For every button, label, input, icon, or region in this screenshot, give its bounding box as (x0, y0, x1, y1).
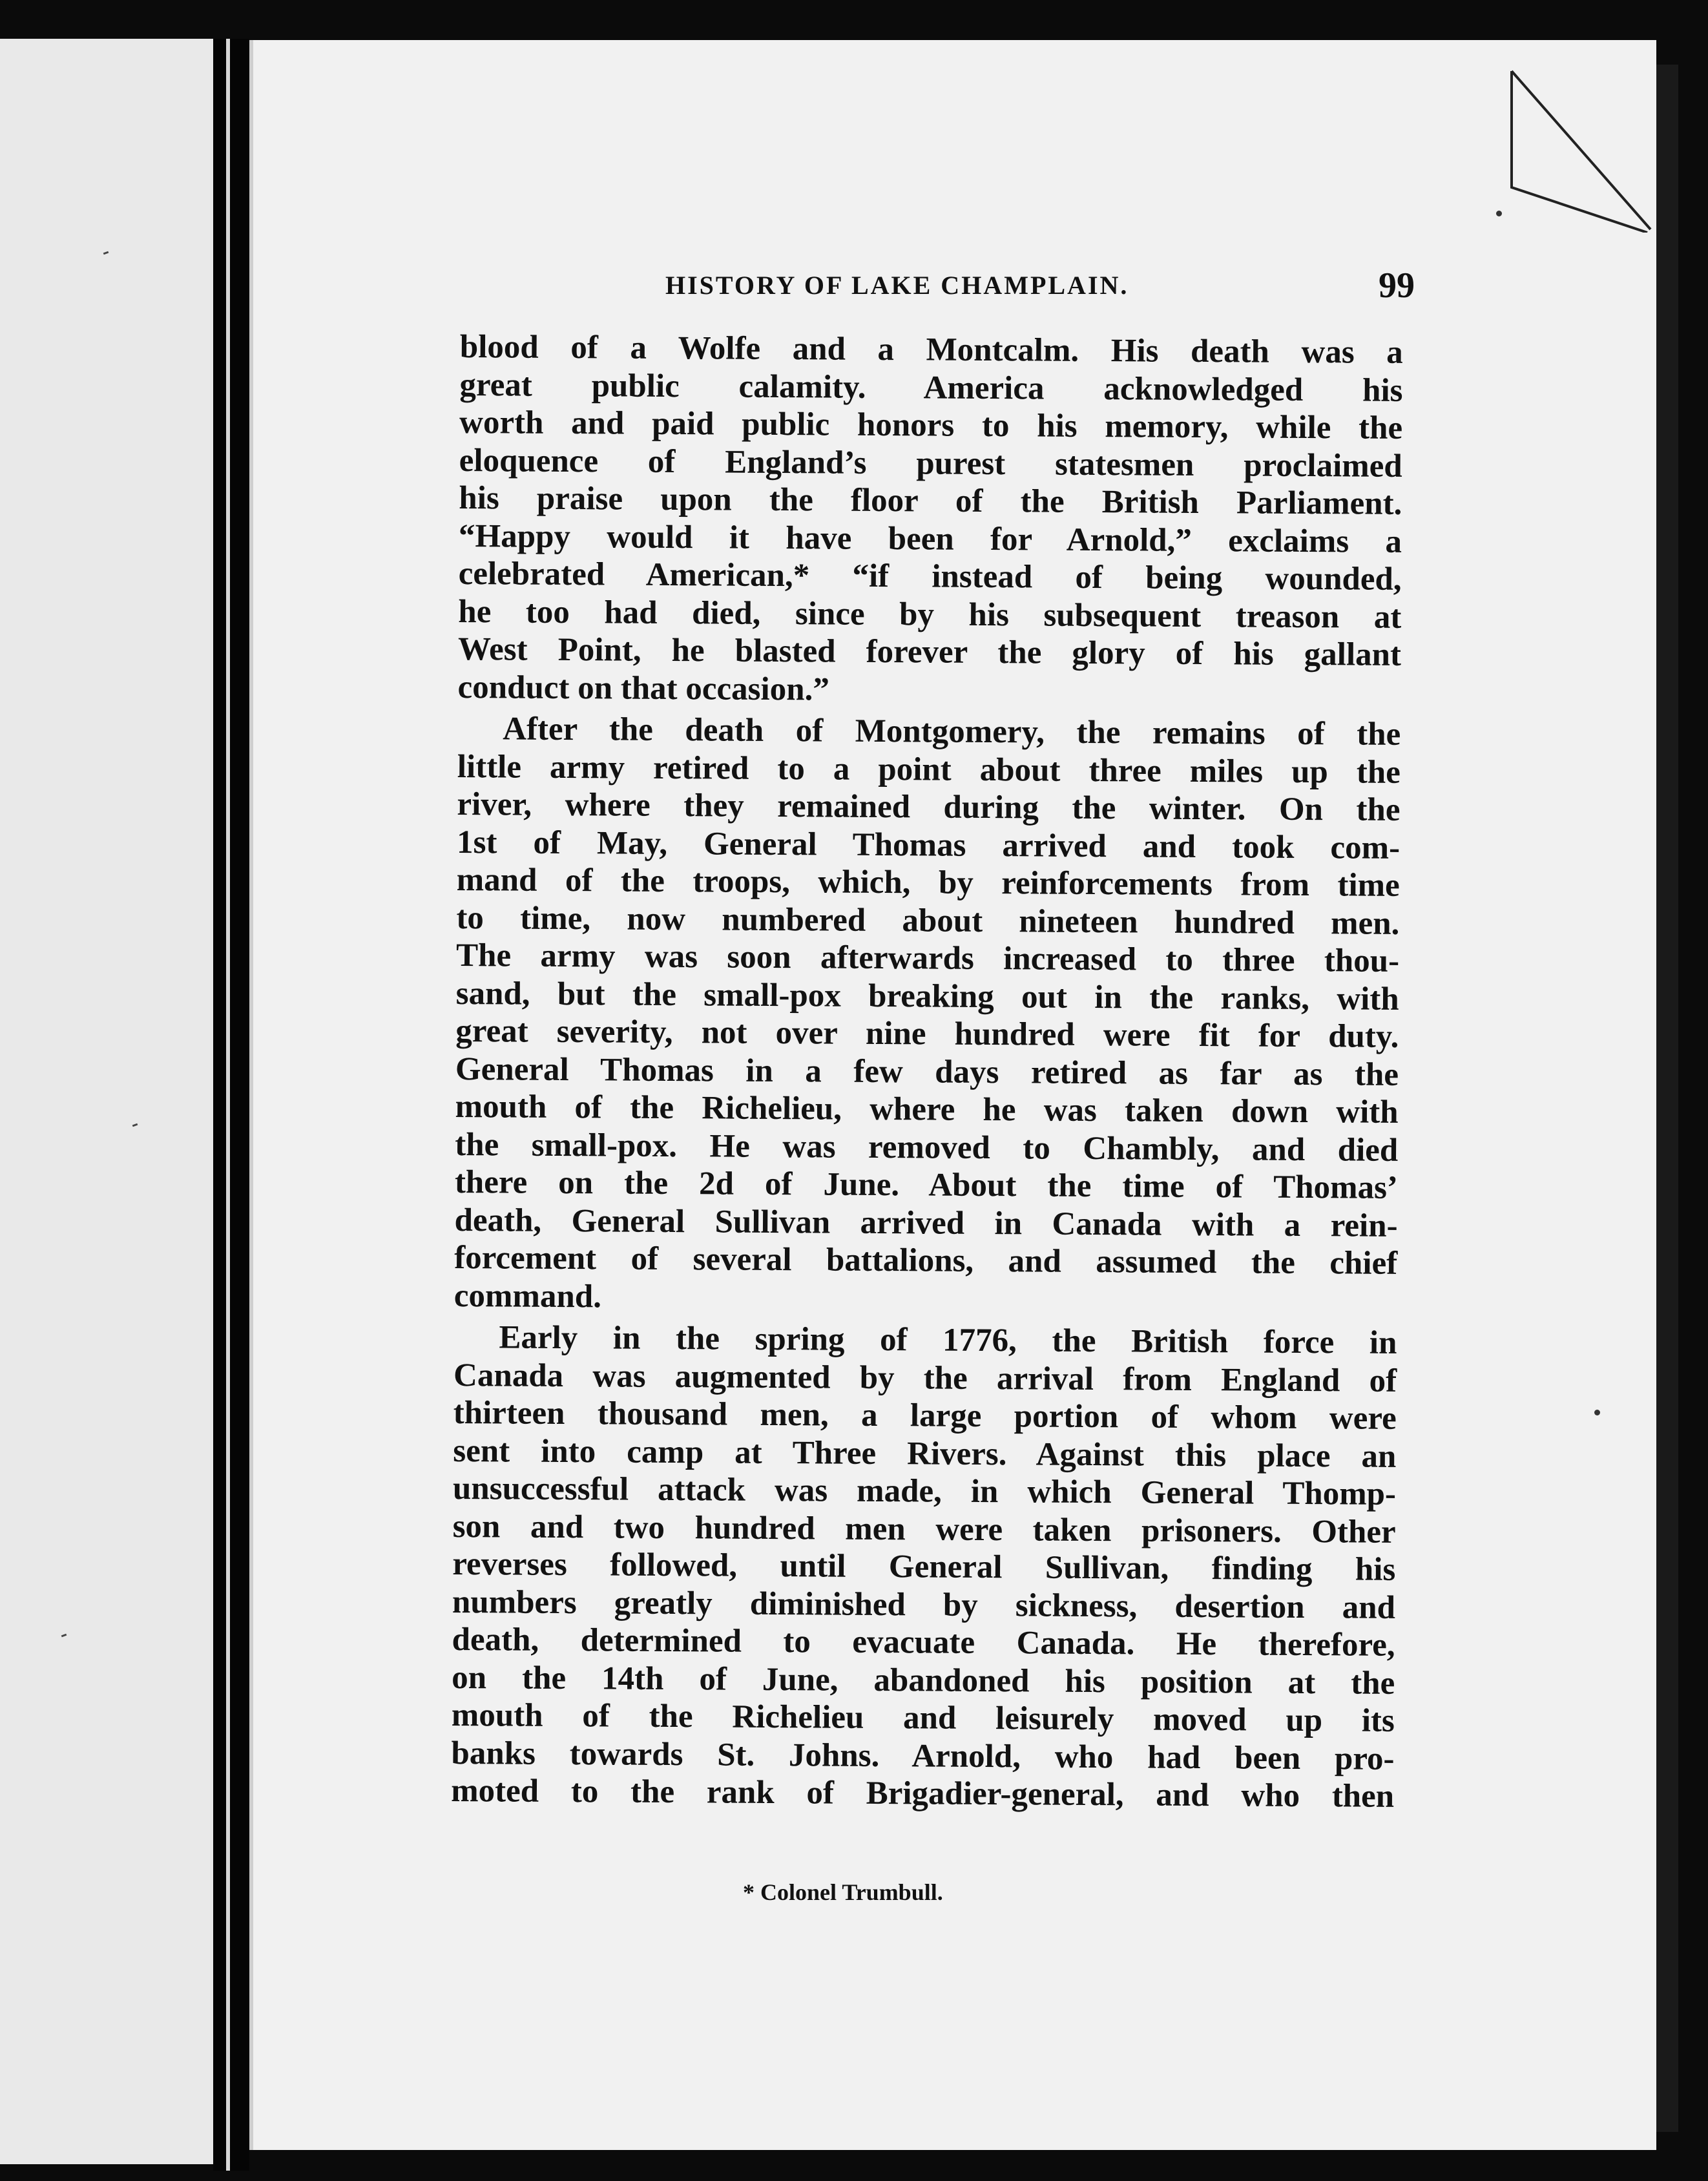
text-line: mouth of the Richelieu, where he was taken down with (455, 1088, 1399, 1131)
text-line: 1st of May, General Thomas arrived and took com- (456, 824, 1401, 866)
folded-corner (1486, 65, 1654, 233)
page-stack-edge (1656, 65, 1678, 2132)
page-speck (61, 1634, 67, 1638)
text-line: sent into camp at Three Rivers. Against this place an (453, 1432, 1397, 1475)
facing-page-left (0, 39, 213, 2164)
text-line: The army was soon afterwards increased to three thou- (455, 937, 1400, 979)
text-line: on the 14th of June, abandoned his position at the (452, 1659, 1395, 1702)
text-line: “Happy would it have been for Arnold,” exclaims a (458, 517, 1402, 560)
gutter-edge (226, 39, 230, 2171)
body-text (451, 328, 1403, 1815)
text-line: river, where they remained during the winter. On the (457, 786, 1401, 828)
page-number: 99 (1379, 266, 1415, 306)
text-line: forcement of several battalions, and assumed the chief (454, 1239, 1398, 1282)
running-title: HISTORY OF LAKE CHAMPLAIN. (665, 271, 1129, 300)
footnote: * Colonel Trumbull. (743, 1879, 943, 1905)
text-line: unsuccessful attack was made, in which General Thomp- (452, 1470, 1397, 1512)
text-line: mand of the troops, which, by reinforcements from time (456, 861, 1400, 904)
text-line: little army retired to a point about three miles up the (457, 748, 1401, 791)
text-line: numbers greatly diminished by sickness, desertion and (452, 1583, 1396, 1626)
book-gutter (213, 39, 249, 2171)
text-line: his praise upon the floor of the British Parliament. (459, 479, 1402, 522)
text-line: West Point, he blasted forever the glory of his gallant (457, 631, 1402, 673)
text-line: thirteen thousand men, a large portion of whom were (453, 1394, 1397, 1437)
text-line: celebrated American,* “if instead of being wounded, (458, 555, 1402, 598)
page-speck (103, 251, 109, 255)
text-line: After the death of Montgomery, the remains of the (503, 711, 1401, 753)
text-line: General Thomas in a few days retired as far as the (455, 1050, 1399, 1093)
text-line: worth and paid public honors to his memory, while the (459, 404, 1403, 446)
text-line: mouth of the Richelieu and leisurely moved up its (451, 1696, 1395, 1739)
text-line: moted to the rank of Brigadier-general, and who then (450, 1772, 1395, 1815)
text-line: great public calamity. America acknowledged his (459, 366, 1403, 409)
text-line: banks towards St. Johns. Arnold, who had been pro- (451, 1735, 1395, 1777)
text-line: eloquence of England’s purest statesmen proclaimed (459, 442, 1402, 485)
text-line: son and two hundred men were taken prisoners. Other (452, 1508, 1396, 1550)
text-line: to time, now numbered about nineteen hundred men. (456, 899, 1400, 942)
running-header (665, 265, 1415, 317)
text-line: he too had died, since by his subsequent treason at (458, 593, 1402, 636)
text-line: there on the 2d of June. About the time of Thomas’ (454, 1164, 1399, 1206)
page-speck (1594, 1410, 1600, 1415)
text-line: death, determined to evacuate Canada. He therefore, (452, 1621, 1395, 1664)
text-line: death, General Sullivan arrived in Canada with a rein- (454, 1202, 1398, 1244)
text-line: conduct on that occasion.” (457, 669, 829, 708)
text-line: blood of a Wolfe and a Montcalm. His death was a (459, 328, 1403, 371)
text-line: great severity, not over nine hundred were fit for duty. (455, 1012, 1399, 1055)
page-speck (132, 1123, 138, 1127)
text-line: the small-pox. He was removed to Chambly, and died (455, 1126, 1399, 1169)
text-line: command. (453, 1277, 602, 1315)
text-line: sand, but the small-pox breaking out in the ranks, with (455, 975, 1399, 1017)
text-line: Early in the spring of 1776, the British force in (499, 1319, 1397, 1361)
text-line: reverses followed, until General Sullivan, finding his (452, 1545, 1396, 1588)
text-line: Canada was augmented by the arrival from England of (453, 1357, 1397, 1399)
